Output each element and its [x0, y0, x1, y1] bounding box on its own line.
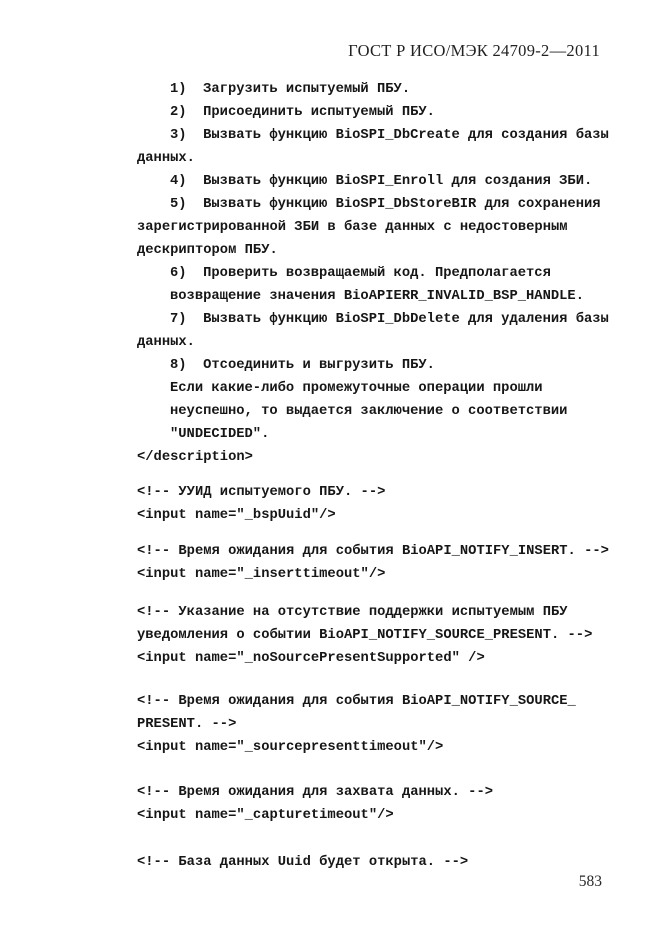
- document-line: PRESENT. -->: [137, 717, 237, 732]
- document-line: <input name="_sourcepresenttimeout"/>: [137, 740, 444, 755]
- document-line: возвращение значения BioAPIERR_INVALID_BSP_HANDLE.: [170, 289, 584, 304]
- document-line: <input name="_inserttimeout"/>: [137, 567, 386, 582]
- document-line: 4) Вызвать функцию BioSPI_Enroll для создания ЗБИ.: [170, 174, 593, 189]
- document-line: <input name="_bspUuid"/>: [137, 508, 336, 523]
- document-line: <!-- Время ожидания для события BioAPI_NOTIFY_SOURCE_: [137, 694, 576, 709]
- document-line: Если какие-либо промежуточные операции прошли: [170, 381, 543, 396]
- document-line: <!-- УУИД испытуемого ПБУ. -->: [137, 485, 386, 500]
- document-line: "UNDECIDED".: [170, 427, 270, 442]
- document-line: 5) Вызвать функцию BioSPI_DbStoreBIR для сохранения: [170, 197, 601, 212]
- document-line: 8) Отсоединить и выгрузить ПБУ.: [170, 358, 435, 373]
- document-line: </description>: [137, 450, 253, 465]
- document-line: <input name="_capturetimeout"/>: [137, 808, 394, 823]
- page-number: 583: [578, 873, 602, 890]
- document-body: [137, 78, 652, 874]
- document-line: <!-- База данных Uuid будет открыта. -->: [137, 855, 469, 870]
- document-line: данных.: [137, 335, 195, 350]
- document-line: 6) Проверить возвращаемый код. Предполагается: [170, 266, 551, 281]
- document-line: <input name="_noSourcePresentSupported" />: [137, 651, 485, 666]
- document-line: 2) Присоединить испытуемый ПБУ.: [170, 105, 435, 120]
- document-line: зарегистрированной ЗБИ в базе данных с недостоверным: [137, 220, 568, 235]
- document-line: <!-- Указание на отсутствие поддержки испытуемым ПБУ: [137, 605, 568, 620]
- document-line: уведомления о событии BioAPI_NOTIFY_SOURCE_PRESENT. -->: [137, 628, 593, 643]
- standard-number-header: ГОСТ Р ИСО/МЭК 24709-2—2011: [348, 41, 600, 60]
- document-line: 3) Вызвать функцию BioSPI_DbCreate для создания базы: [170, 128, 609, 143]
- document-line: данных.: [137, 151, 195, 166]
- document-line: 7) Вызвать функцию BioSPI_DbDelete для удаления базы: [170, 312, 609, 327]
- document-line: дескриптором ПБУ.: [137, 243, 278, 258]
- document-line: 1) Загрузить испытуемый ПБУ.: [170, 82, 411, 97]
- document-line: <!-- Время ожидания для события BioAPI_NOTIFY_INSERT. -->: [137, 544, 609, 559]
- document-line: неуспешно, то выдается заключение о соответствии: [170, 404, 568, 419]
- document-line: <!-- Время ожидания для захвата данных. -->: [137, 785, 494, 800]
